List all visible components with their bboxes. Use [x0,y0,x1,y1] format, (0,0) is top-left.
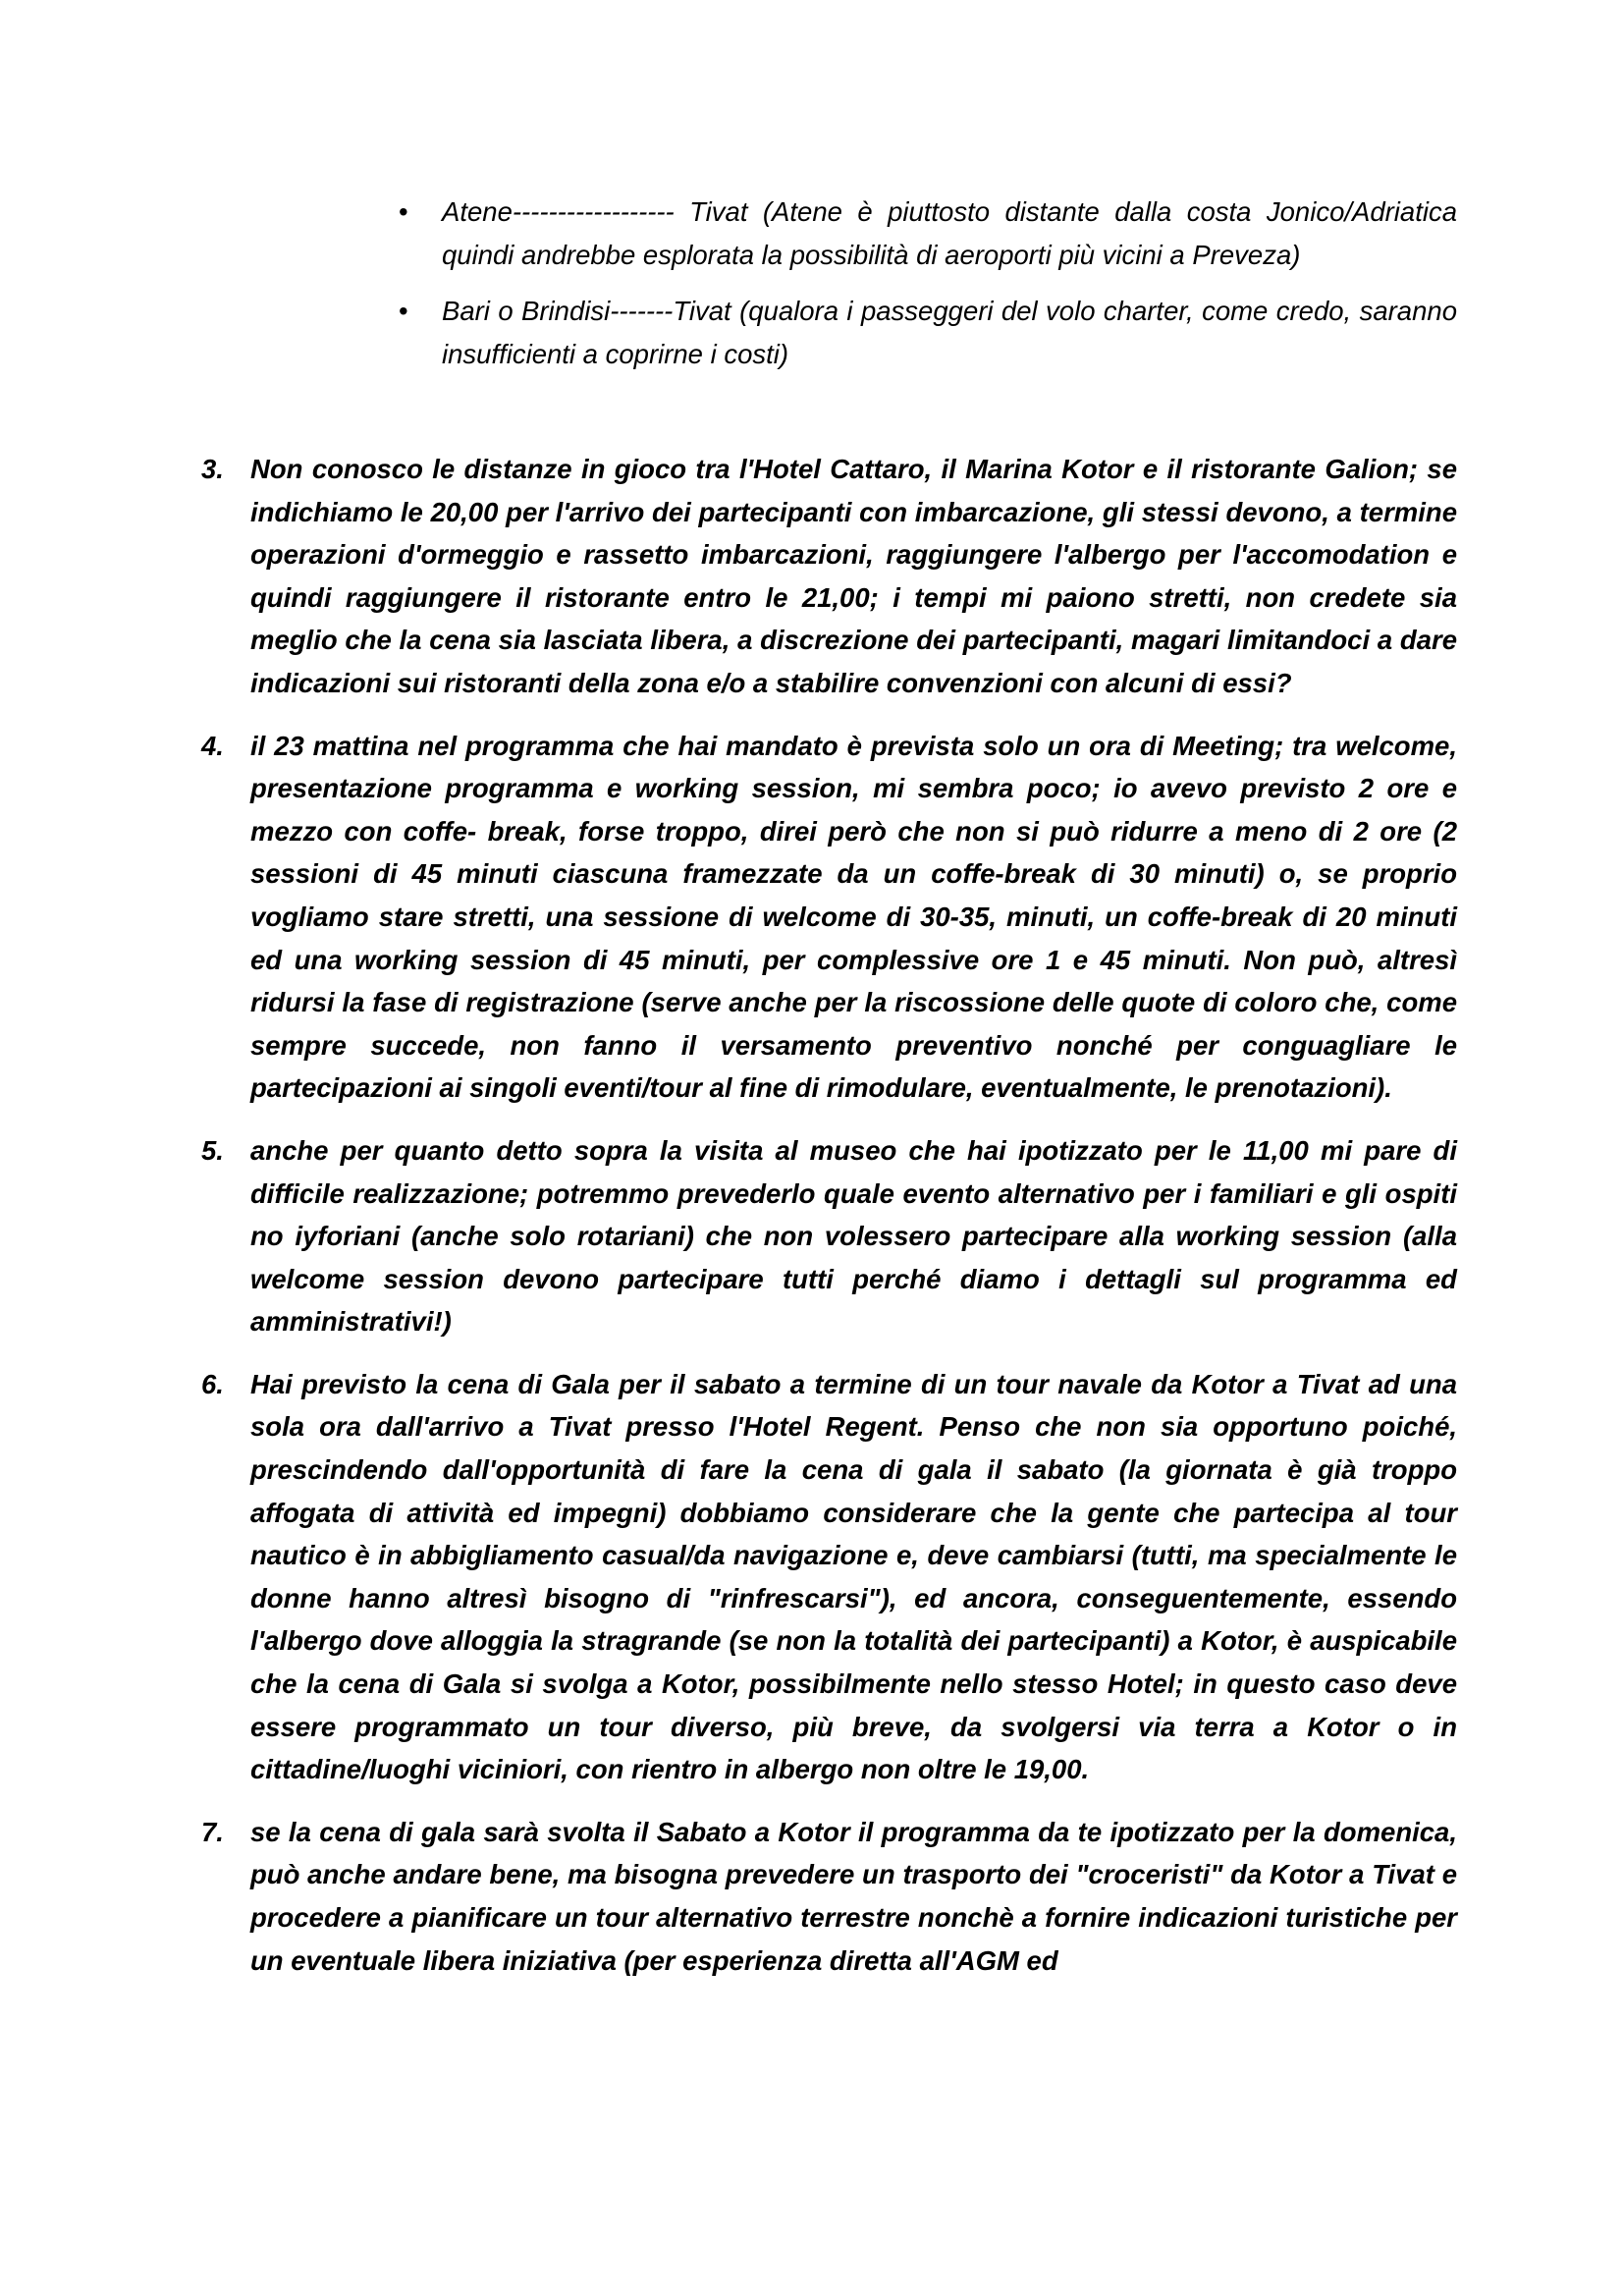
bullet-list [399,191,1457,389]
item-number: 4. [201,730,224,761]
item-text: il 23 mattina nel programma che hai mandato è prevista solo un ora di Meeting; tra welcome, presentazione programma e working session, mi sembra poco; io avevo previsto 2 ore e mezzo con coffe- break, forse troppo, direi però che non si può ridurre a meno di 2 ore (2 sessioni di 45 minuti ciascuna framezzate da un coffe-break di 30 minuti) o, se proprio vogliamo stare stretti, una sessione di welcome di 30-35, minuti, un coffe-break di 20 minuti ed una working session di 45 minuti, per complessive ore 1 e 45 minuti. Non può, altresì ridursi la fase di registrazione (serve anche per la riscossione delle quote di coloro che, come sempre succede, non fanno il versamento preventivo nonché per conguagliare le partecipazioni ai singoli eventi/tour al fine di rimodulare, eventualmente, le prenotazioni). [250,730,1457,1104]
bullet-marker: • [399,296,408,327]
list-item [201,725,1457,1110]
item-number: 6. [201,1368,224,1399]
item-text: anche per quanto detto sopra la visita al museo che hai ipotizzato per le 11,00 mi pare di difficile realizzazione; potremmo prevederlo quale evento alternativo per i familiari e gli ospiti no iyforiani (anche solo rotariani) che non volessero partecipare alla working session (alla welcome session devono partecipare tutti perché diamo i dettagli sul programma ed amministrativi!) [250,1134,1457,1338]
bullet-item [399,290,1457,375]
bullet-text: Bari o Brindisi-------Tivat (qualora i passeggeri del volo charter, come credo, saranno insufficienti a coprirne i costi) [442,296,1457,369]
item-number: 5. [201,1134,224,1166]
bullet-text: Atene------------------ Tivat (Atene è piuttosto distante dalla costa Jonico/Adriatica quindi andrebbe esplorata la possibilità di aeroporti più vicini a Preveza) [442,196,1457,270]
bullet-marker: • [399,196,408,227]
item-text: Hai previsto la cena di Gala per il sabato a termine di un tour navale da Kotor a Tivat ad una sola ora dall'arrivo a Tivat presso l'Hotel Regent. Penso che non sia opportuno poiché, prescindendo dall'opportunità di fare la cena di gala il sabato (la giornata è già troppo affogata di attività ed impegni) dobbiamo considerare che la gente che partecipa al tour nautico è in abbigliamento casual/da navigazione e, deve cambiarsi (tutti, ma specialmente le donne hanno altresì bisogno di "rinfrescarsi"), ed ancora, conseguentemente, essendo l'albergo dove alloggia la stragrande (se non la totalità dei partecipanti) a Kotor, è auspicabile che la cena di Gala si svolga a Kotor, possibilmente nello stesso Hotel; in questo caso deve essere programmato un tour diverso, più breve, da svolgersi via terra a Kotor o in cittadine/luoghi viciniori, con rientro in albergo non oltre le 19,00. [250,1368,1457,1785]
item-text: Non conosco le distanze in gioco tra l'Hotel Cattaro, il Marina Kotor e il ristorante Galion; se indichiamo le 20,00 per l'arrivo dei partecipanti con imbarcazione, gli stessi devono, a termine operazioni d'ormeggio e rassetto imbarcazioni, raggiungere l'albergo per l'accomodation e quindi raggiungere il ristorante entro le 21,00; i tempi mi paiono stretti, non credete sia meglio che la cena sia lasciata libera, a discrezione dei partecipanti, magari limitandoci a dare indicazioni sui ristoranti della zona e/o a stabilire convenzioni con alcuni di essi? [250,454,1457,698]
bullet-item [399,191,1457,276]
list-item [201,1811,1457,1982]
item-number: 3. [201,454,224,484]
list-item [201,1363,1457,1791]
item-number: 7. [201,1816,224,1847]
list-item [201,448,1457,705]
numbered-list [201,448,1457,2001]
list-item [201,1129,1457,1343]
item-text: se la cena di gala sarà svolta il Sabato a Kotor il programma da te ipotizzato per la domenica, può anche andare bene, ma bisogna prevedere un trasporto dei "croceristi" da Kotor a Tivat e procedere a pianificare un tour alternativo terrestre nonchè a fornire indicazioni turistiche per un eventuale libera iniziativa (per esperienza diretta all'AGM ed [250,1816,1457,1976]
